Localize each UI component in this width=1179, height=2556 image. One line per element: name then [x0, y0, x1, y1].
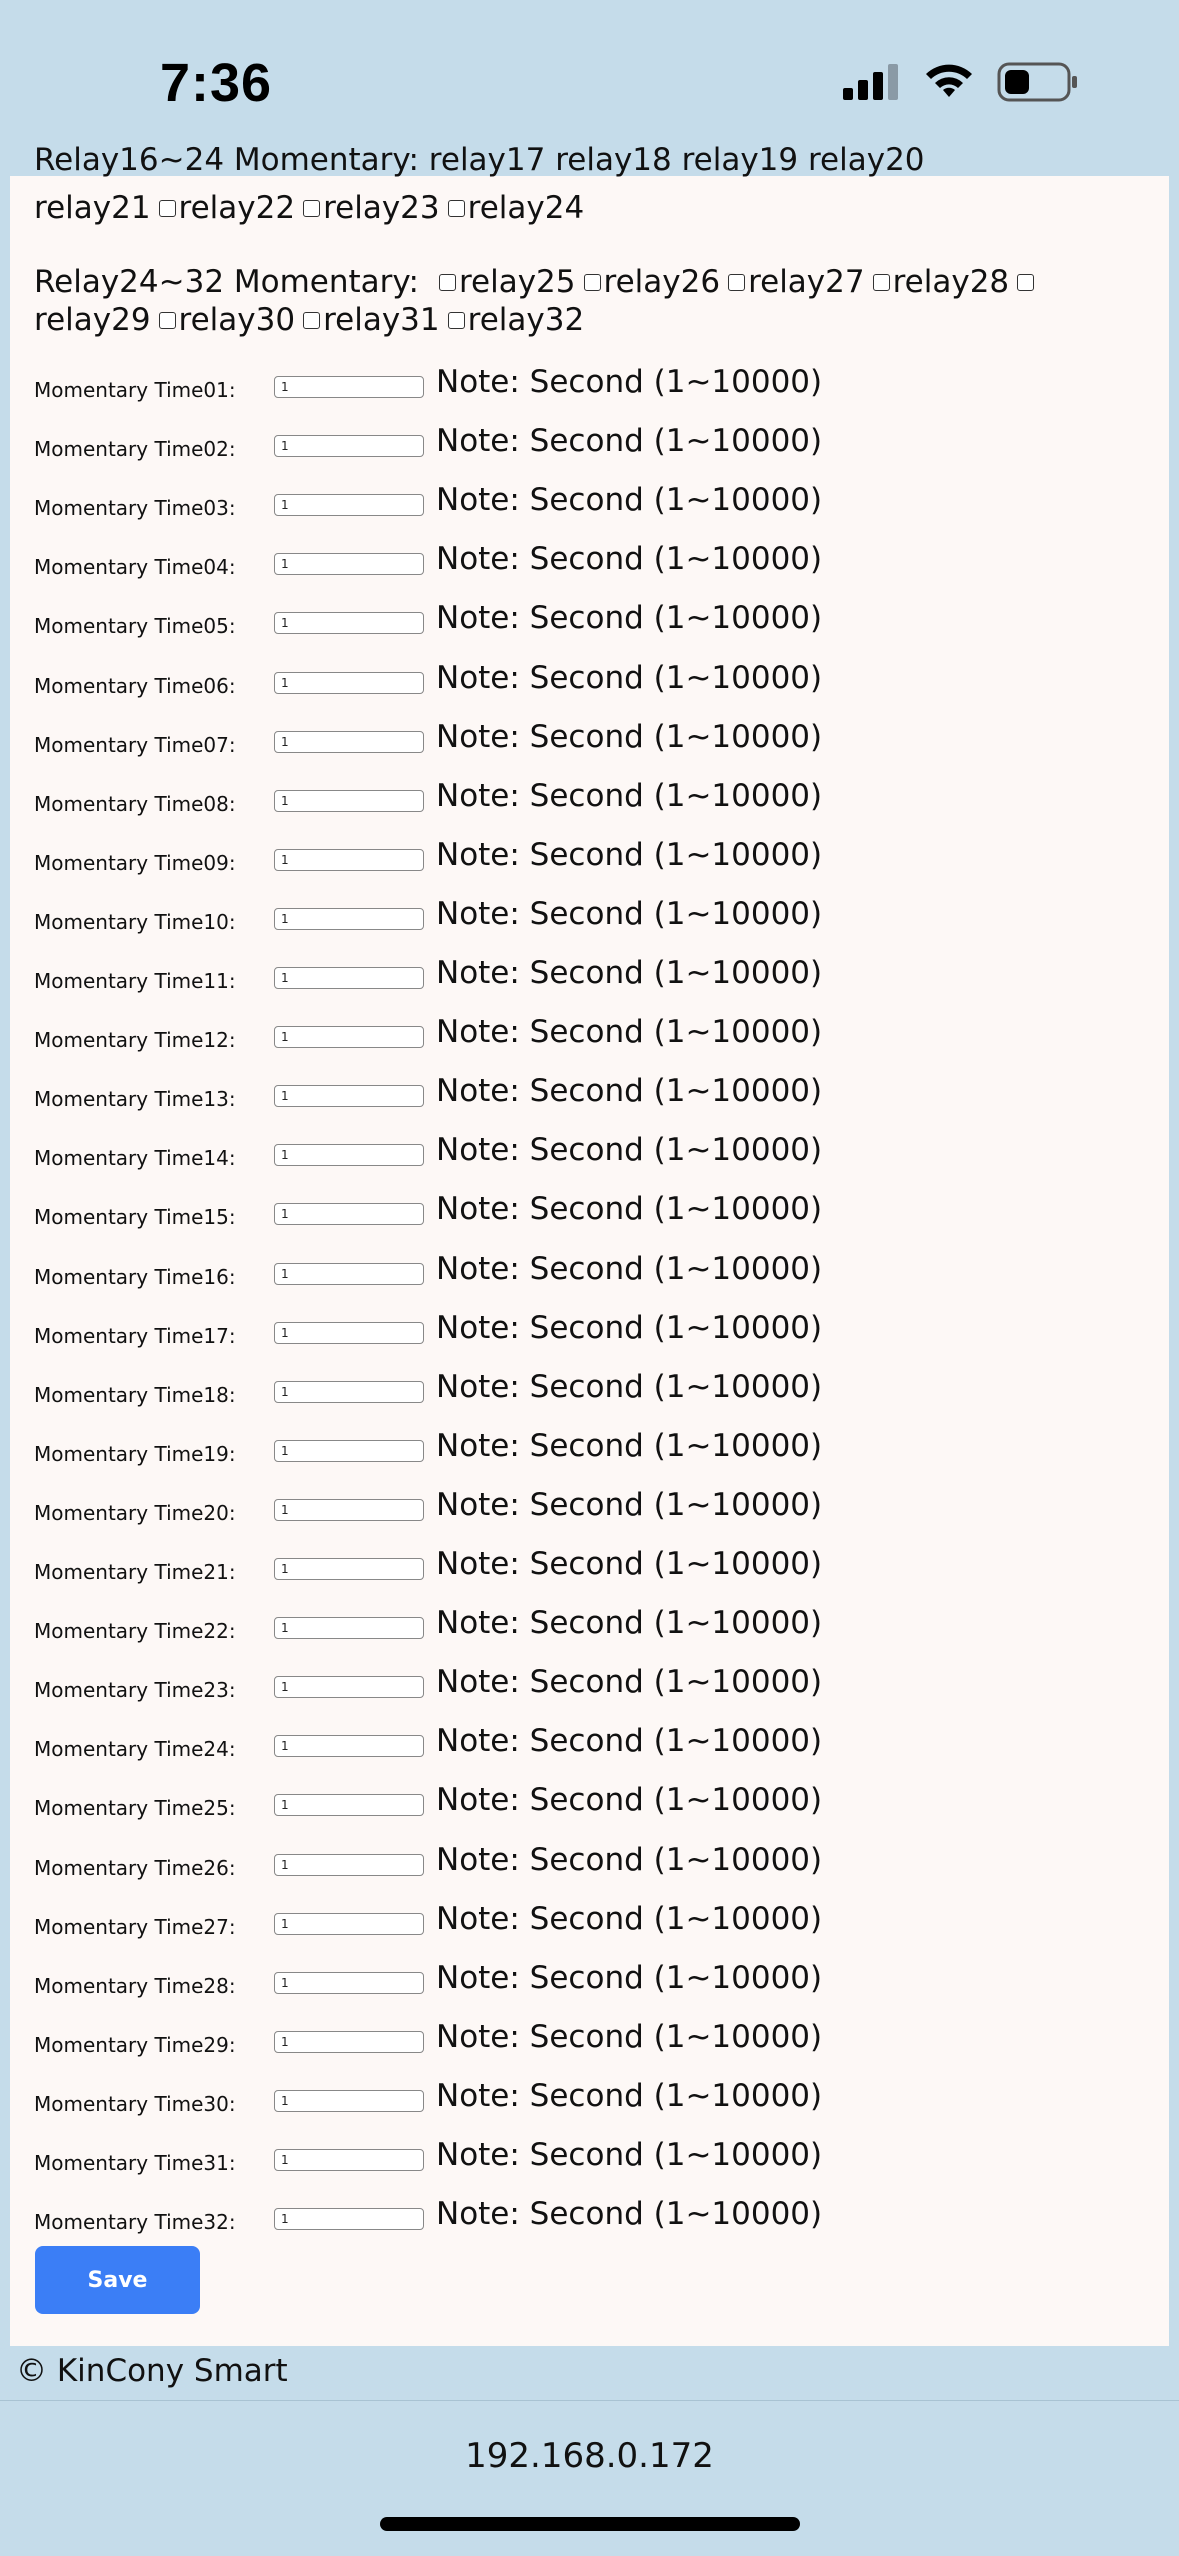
momentary-time-note: Note: Second (1~10000): [436, 2018, 823, 2055]
momentary-time-row: [34, 1191, 1134, 1239]
relay31-checkbox[interactable]: [303, 312, 320, 329]
momentary-time-input[interactable]: [274, 435, 424, 457]
momentary-time-row: [34, 2137, 1134, 2185]
home-indicator: [380, 2517, 800, 2531]
momentary-time-input[interactable]: [274, 376, 424, 398]
momentary-time-note: Note: Second (1~10000): [436, 1427, 823, 1464]
momentary-time-input[interactable]: [274, 1144, 424, 1166]
relay25-checkbox[interactable]: [439, 274, 456, 291]
momentary-time-row: [34, 777, 1134, 826]
momentary-time-note: Note: Second (1~10000): [436, 1014, 823, 1051]
momentary-time-label: Momentary Time17:: [34, 1323, 236, 1348]
momentary-time-note: Note: Second (1~10000): [436, 2137, 823, 2173]
momentary-time-row: [34, 364, 1134, 412]
momentary-time-label: Momentary Time26:: [34, 1855, 236, 1880]
momentary-time-label: Momentary Time28:: [34, 1973, 236, 1998]
momentary-time-input[interactable]: [274, 1558, 424, 1580]
momentary-time-input[interactable]: [274, 612, 424, 634]
relay27-checkbox[interactable]: [728, 274, 745, 291]
momentary-time-row: [34, 955, 1134, 1003]
momentary-time-note: Note: Second (1~10000): [436, 1546, 823, 1582]
relay23-checkbox[interactable]: [303, 200, 320, 217]
momentary-time-label: Momentary Time20:: [34, 1500, 236, 1525]
momentary-time-input[interactable]: [274, 967, 424, 989]
momentary-time-row: [34, 895, 1134, 944]
momentary-time-note: Note: Second (1~10000): [436, 955, 823, 991]
momentary-time-row: [34, 1427, 1134, 1476]
momentary-time-input[interactable]: [274, 2149, 424, 2171]
momentary-time-note: Note: Second (1~10000): [436, 718, 823, 755]
momentary-time-row: [34, 718, 1134, 767]
momentary-time-row: [34, 2018, 1134, 2067]
momentary-time-label: Momentary Time14:: [34, 1146, 236, 1171]
momentary-time-row: [34, 1664, 1134, 1712]
url-bar[interactable]: 192.168.0.172: [465, 2436, 714, 2476]
momentary-time-row: [34, 1841, 1134, 1890]
relay26-checkbox[interactable]: [584, 274, 601, 291]
relay22-label: relay22: [178, 190, 296, 226]
momentary-time-label: Momentary Time09:: [34, 850, 236, 875]
momentary-time-input[interactable]: [274, 2208, 424, 2230]
momentary-time-note: Note: Second (1~10000): [436, 1486, 823, 1523]
relay-group4-row2: [34, 302, 584, 338]
momentary-time-label: Momentary Time08:: [34, 791, 236, 816]
momentary-time-label: Momentary Time21:: [34, 1560, 236, 1584]
relay32-label: relay32: [467, 302, 585, 338]
momentary-time-input[interactable]: [274, 908, 424, 930]
momentary-time-note: Note: Second (1~10000): [436, 1605, 823, 1642]
momentary-time-note: Note: Second (1~10000): [436, 1723, 823, 1760]
momentary-time-note: Note: Second (1~10000): [436, 2196, 823, 2233]
momentary-time-input[interactable]: [274, 2031, 424, 2053]
momentary-time-label: Momentary Time04:: [34, 555, 236, 580]
momentary-time-label: Momentary Time16:: [34, 1264, 236, 1289]
momentary-time-label: Momentary Time05:: [34, 614, 236, 639]
momentary-time-input[interactable]: [274, 1972, 424, 1994]
momentary-time-note: Note: Second (1~10000): [436, 836, 823, 873]
momentary-time-label: Momentary Time06:: [34, 673, 236, 698]
momentary-time-row: [34, 2196, 1134, 2244]
momentary-time-input[interactable]: [274, 1913, 424, 1935]
momentary-time-note: Note: Second (1~10000): [436, 659, 823, 696]
momentary-time-note: Note: Second (1~10000): [436, 600, 823, 637]
momentary-time-note: Note: Second (1~10000): [436, 482, 823, 519]
relay28-label: relay28: [892, 264, 1010, 300]
momentary-time-input[interactable]: [274, 1085, 424, 1107]
relay-group4-row1: [34, 264, 1037, 300]
momentary-time-input[interactable]: [274, 1381, 424, 1403]
momentary-time-note: Note: Second (1~10000): [436, 1959, 823, 1996]
relay25-label: relay25: [458, 264, 576, 300]
momentary-time-label: Momentary Time24:: [34, 1737, 236, 1762]
momentary-time-label: Momentary Time11:: [34, 969, 236, 993]
momentary-time-label: Momentary Time03:: [34, 496, 236, 521]
momentary-time-row: [34, 423, 1134, 471]
momentary-time-row: [34, 2077, 1134, 2126]
relay26-label: relay26: [603, 264, 721, 300]
momentary-time-row: [34, 1959, 1134, 2008]
momentary-time-input[interactable]: [274, 1735, 424, 1757]
page-content: [10, 142, 1169, 2346]
momentary-time-input[interactable]: [274, 1794, 424, 1816]
wifi-icon: [923, 63, 975, 101]
relay31-label: relay31: [323, 302, 440, 338]
momentary-time-note: Note: Second (1~10000): [436, 1309, 823, 1346]
momentary-time-row: [34, 1605, 1134, 1653]
momentary-time-note: Note: Second (1~10000): [436, 423, 823, 460]
momentary-time-row: [34, 1073, 1134, 1121]
momentary-time-note: Note: Second (1~10000): [436, 2077, 823, 2114]
relay-group4-label: Relay24~32 Momentary:: [34, 264, 419, 300]
momentary-time-row: [34, 1014, 1134, 1062]
momentary-time-note: Note: Second (1~10000): [436, 895, 823, 932]
momentary-time-row: [34, 1368, 1134, 1417]
momentary-time-note: Note: Second (1~10000): [436, 364, 823, 400]
cellular-signal-icon: [843, 64, 901, 100]
relay30-label: relay30: [178, 302, 296, 338]
momentary-time-input[interactable]: [274, 790, 424, 812]
momentary-time-label: Momentary Time23:: [34, 1678, 236, 1703]
momentary-time-row: [34, 1546, 1134, 1594]
relay-group-clipped-row: Relay16~24 Momentary: relay17 relay18 relay19 relay20: [34, 142, 925, 178]
momentary-time-label: Momentary Time07:: [34, 732, 236, 757]
momentary-time-input[interactable]: [274, 1499, 424, 1521]
momentary-time-input[interactable]: [274, 1854, 424, 1876]
momentary-time-note: Note: Second (1~10000): [436, 541, 823, 578]
momentary-time-label: Momentary Time02:: [34, 437, 236, 462]
momentary-time-label: Momentary Time13:: [34, 1087, 236, 1112]
momentary-time-label: Momentary Time27:: [34, 1914, 236, 1939]
relay27-label: relay27: [748, 264, 865, 300]
momentary-time-row: [34, 1723, 1134, 1771]
relay30-checkbox[interactable]: [159, 312, 176, 329]
momentary-time-label: Momentary Time25:: [34, 1796, 236, 1821]
momentary-time-label: Momentary Time18:: [34, 1382, 236, 1407]
relay24-label: relay24: [467, 190, 585, 226]
momentary-time-note: Note: Second (1~10000): [436, 1250, 823, 1287]
battery-icon: [997, 62, 1079, 102]
momentary-time-label: Momentary Time22:: [34, 1619, 236, 1644]
momentary-time-note: Note: Second (1~10000): [436, 1132, 823, 1169]
momentary-time-note: Note: Second (1~10000): [436, 1191, 823, 1228]
momentary-time-input[interactable]: [274, 2090, 424, 2112]
momentary-time-note: Note: Second (1~10000): [436, 1782, 823, 1819]
relay22-checkbox[interactable]: [159, 200, 176, 217]
momentary-time-note: Note: Second (1~10000): [436, 777, 823, 814]
status-time: 7:36: [160, 53, 273, 113]
momentary-time-row: [34, 1132, 1134, 1180]
momentary-time-row: [34, 1309, 1134, 1358]
momentary-time-row: [34, 482, 1134, 530]
momentary-time-input[interactable]: [274, 494, 424, 516]
momentary-time-input[interactable]: [274, 1322, 424, 1344]
momentary-time-row: [34, 659, 1134, 708]
momentary-time-input[interactable]: [274, 1203, 424, 1225]
momentary-time-input[interactable]: [274, 1617, 424, 1639]
relay21-label: relay21: [34, 190, 151, 226]
momentary-time-row: [34, 1782, 1134, 1830]
momentary-time-input[interactable]: [274, 553, 424, 575]
relay-group3-row2: [34, 190, 584, 226]
momentary-time-input[interactable]: [274, 1440, 424, 1462]
relay28-checkbox[interactable]: [873, 274, 890, 291]
momentary-time-note: Note: Second (1~10000): [436, 1073, 823, 1110]
momentary-time-row: [34, 1250, 1134, 1299]
relay24-checkbox[interactable]: [448, 200, 465, 217]
save-button[interactable]: Save: [35, 2246, 200, 2314]
momentary-time-input[interactable]: [274, 731, 424, 753]
momentary-time-row: [34, 836, 1134, 885]
momentary-time-row: [34, 1486, 1134, 1535]
momentary-time-label: Momentary Time01:: [34, 378, 236, 402]
momentary-time-input[interactable]: [274, 1026, 424, 1048]
momentary-time-row: [34, 1900, 1134, 1949]
momentary-time-label: Momentary Time19:: [34, 1441, 236, 1466]
relay32-checkbox[interactable]: [448, 312, 465, 329]
momentary-time-note: Note: Second (1~10000): [436, 1900, 823, 1937]
relay23-label: relay23: [323, 190, 440, 226]
footer-copyright: © KinCony Smart: [16, 2353, 288, 2389]
momentary-time-note: Note: Second (1~10000): [436, 1664, 823, 1701]
momentary-time-label: Momentary Time15:: [34, 1205, 236, 1230]
momentary-time-input[interactable]: [274, 1676, 424, 1698]
momentary-time-label: Momentary Time30:: [34, 2091, 236, 2116]
momentary-time-input[interactable]: [274, 1263, 424, 1285]
momentary-time-row: [34, 600, 1134, 648]
relay29-checkbox[interactable]: [1017, 274, 1034, 291]
momentary-time-label: Momentary Time31:: [34, 2151, 236, 2175]
momentary-time-note: Note: Second (1~10000): [436, 1368, 823, 1405]
momentary-time-label: Momentary Time10:: [34, 909, 236, 934]
relay29-label: relay29: [34, 302, 151, 338]
momentary-time-input[interactable]: [274, 849, 424, 871]
momentary-time-label: Momentary Time32:: [34, 2210, 236, 2235]
status-icons: [843, 62, 1079, 102]
momentary-time-label: Momentary Time29:: [34, 2032, 236, 2057]
momentary-time-label: Momentary Time12:: [34, 1028, 236, 1053]
momentary-time-row: [34, 541, 1134, 589]
momentary-time-note: Note: Second (1~10000): [436, 1841, 823, 1878]
momentary-time-input[interactable]: [274, 672, 424, 694]
url-bar-divider: [0, 2400, 1179, 2401]
